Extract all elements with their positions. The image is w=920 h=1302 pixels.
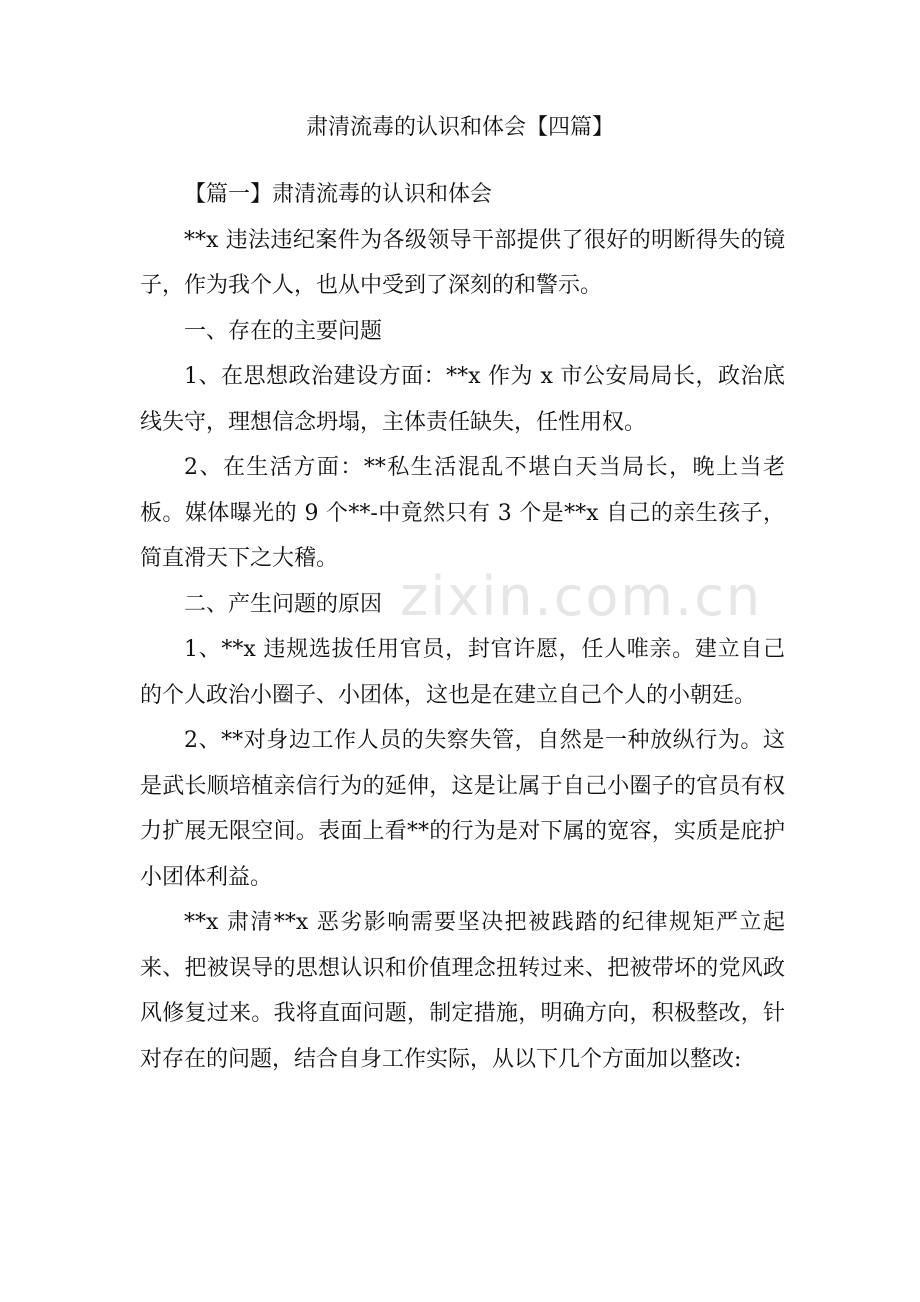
subsection-heading: 【篇一】肃清流毒的认识和体会: [184, 182, 493, 207]
body-paragraph: **x 违法违纪案件为各级领导干部提供了很好的明断得失的镜子，作为我个人，也从中受到了深刻的和警示。: [140, 227, 785, 298]
body-paragraph: 1、**x 违规选拔任用官员，封官许愿，任人唯亲。建立自己的个人政治小圈子、小团体，这也是在建立自己个人的小朝廷。: [140, 637, 785, 708]
body-paragraph: 2、在生活方面：**私生活混乱不堪白天当局长，晚上当老板。媒体曝光的 9 个**-中竟然只有 3 个是**x 自己的亲生孩子，简直滑天下之大稽。: [140, 455, 785, 571]
document-title: 肃清流毒的认识和体会【四篇】: [305, 115, 614, 140]
body-paragraph: **x 肃清**x 恶劣影响需要坚决把被践踏的纪律规矩严立起来、把被误导的思想认识和价值理念扭转过来、把被带坏的党风政风修复过来。我将直面问题，制定措施，明确方向，积极整改，针对存在的问题，结合自身工作实际，从以下几个方面加以整改:: [140, 910, 785, 1072]
body-paragraph: 2、**对身边工作人员的失察失管，自然是一种放纵行为。这是武长顺培植亲信行为的延伸，这是让属于自己小圈子的官员有权力扩展无限空间。表面上看**的行为是对下属的宽容，实质是庇护小团体利益。: [140, 728, 785, 890]
watermark: zixin.com.cn: [400, 565, 763, 628]
document-body: [140, 172, 785, 1082]
section-heading: 一、存在的主要问题: [184, 318, 383, 344]
section-heading: 二、产生问题的原因: [184, 591, 383, 617]
body-paragraph: 1、在思想政治建设方面：**x 作为 x 市公安局局长，政治底线失守，理想信念坍塌，主体责任缺失，任性用权。: [140, 364, 785, 435]
